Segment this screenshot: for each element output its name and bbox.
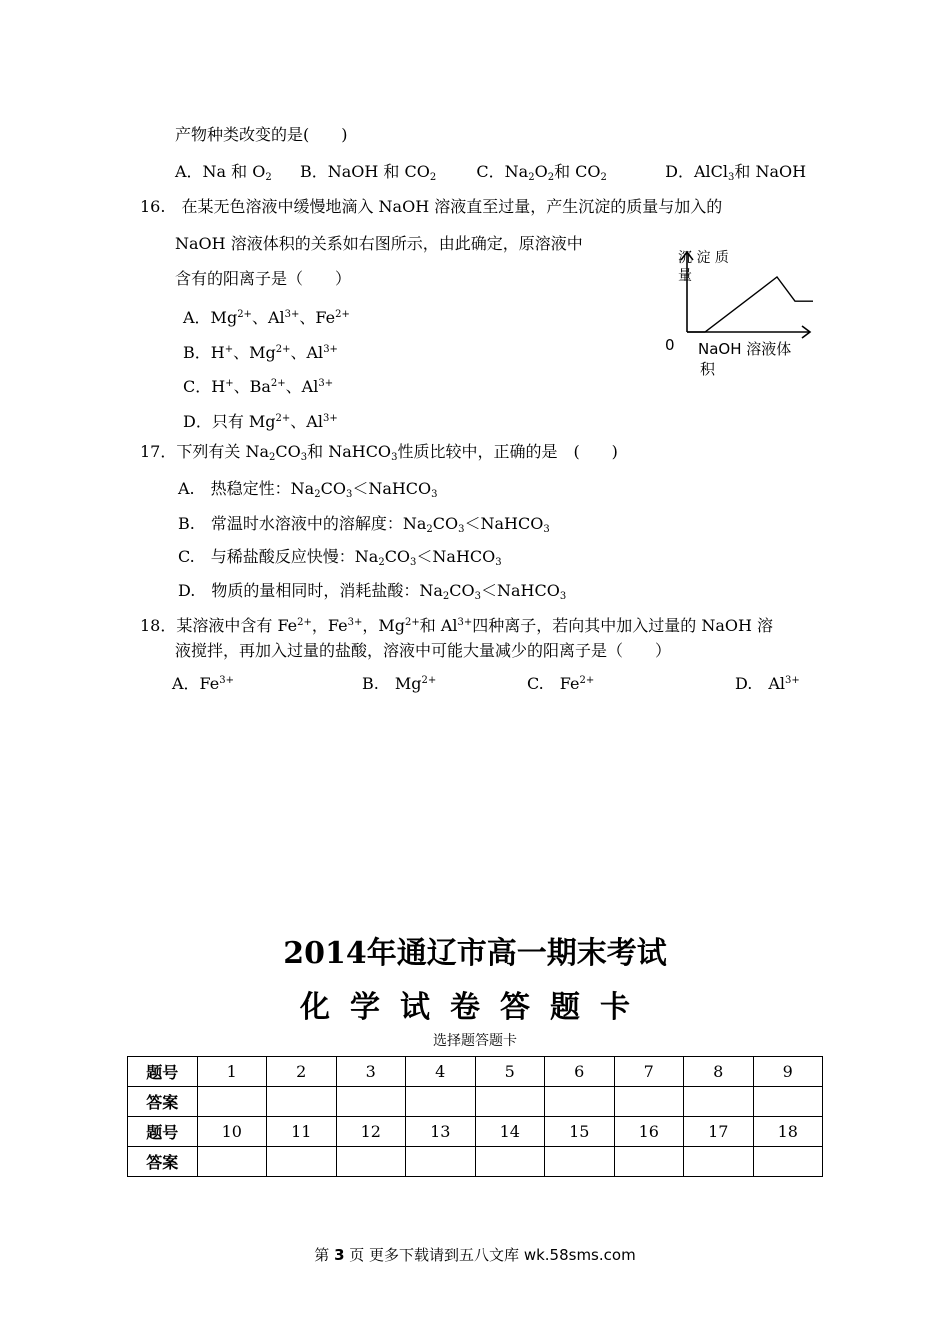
answer-cell[interactable] xyxy=(684,1147,754,1177)
q18-option-d: D. $Al^{3+}$ xyxy=(735,674,800,693)
answer-table xyxy=(127,1056,823,1177)
page-number: 3 xyxy=(334,1246,345,1264)
table-cell-number: 16 xyxy=(614,1117,684,1147)
q16-precipitate-chart xyxy=(660,240,820,380)
answer-cell[interactable] xyxy=(336,1147,406,1177)
answer-cell[interactable] xyxy=(614,1147,684,1177)
q15-option-b: B．NaOH 和 $CO_2$ xyxy=(299,162,437,183)
q18-line-1: 18．某溶液中含有 $Fe^{2+}$，$Fe^{3+}$，$Mg^{2+}$和 $Al^{3+}$四种离子，若向其中加入过量的 NaOH 溶 xyxy=(140,616,774,635)
q15-option-a: A．Na 和 $O_2$ xyxy=(175,162,272,183)
table-cell-answer-label: 答案 xyxy=(128,1147,198,1177)
q17-option-c: C. 与稀盐酸反应快慢：$Na_2CO_3<NaHCO_3$ xyxy=(178,547,502,568)
table-cell-answer-label: 答案 xyxy=(128,1087,198,1117)
table-row xyxy=(128,1057,823,1087)
table-cell-number: 8 xyxy=(684,1057,754,1087)
answer-cell[interactable] xyxy=(197,1087,267,1117)
table-cell-number: 6 xyxy=(545,1057,615,1087)
answer-cell[interactable] xyxy=(545,1087,615,1117)
table-row xyxy=(128,1117,823,1147)
answer-cell[interactable] xyxy=(197,1147,267,1177)
table-cell-number: 14 xyxy=(475,1117,545,1147)
table-cell-number: 9 xyxy=(753,1057,823,1087)
answer-cell[interactable] xyxy=(406,1147,476,1177)
table-cell-number: 2 xyxy=(267,1057,337,1087)
table-cell-number: 12 xyxy=(336,1117,406,1147)
q17-option-d: D. 物质的量相同时，消耗盐酸：$Na_2CO_3<NaHCO_3$ xyxy=(178,581,567,602)
q16-option-d: D．只有 $Mg^{2+}$、$Al^{3+}$ xyxy=(183,412,338,431)
q18-option-c: C. $Fe^{2+}$ xyxy=(527,674,595,693)
q16-option-b: B．H+、$Mg^{2+}$、$Al^{3+}$ xyxy=(183,343,338,362)
answer-cell[interactable] xyxy=(614,1087,684,1117)
q15-option-d: D．AlCl$_3$和 NaOH xyxy=(665,162,807,183)
answer-cell[interactable] xyxy=(475,1087,545,1117)
q18-option-a: A．$Fe^{3+}$ xyxy=(172,674,235,693)
answer-cell[interactable] xyxy=(545,1147,615,1177)
chart-ylabel-1: 沉 淀 质 xyxy=(678,250,729,266)
chart-series-line xyxy=(687,277,813,332)
table-cell-number: 4 xyxy=(406,1057,476,1087)
q16-option-a: A．$Mg^{2+}$、$Al^{3+}$、$Fe^{2+}$ xyxy=(183,308,350,327)
answer-cell[interactable] xyxy=(753,1087,823,1117)
chart-ylabel-2: 量 xyxy=(678,268,692,284)
answer-cell[interactable] xyxy=(267,1087,337,1117)
q16-option-c: C．H+、$Ba^{2+}$、$Al^{3+}$ xyxy=(183,377,334,396)
table-cell-number: 15 xyxy=(545,1117,615,1147)
table-cell-number: 1 xyxy=(197,1057,267,1087)
answer-card-title: 化学试卷答题卡 xyxy=(300,990,650,1025)
page-footer: 第 3 页 更多下载请到五八文库 wk.58sms.com xyxy=(314,1246,636,1264)
table-cell-number: 18 xyxy=(753,1117,823,1147)
q17-option-a: A. 热稳定性：$Na_2CO_3<NaHCO_3$ xyxy=(178,479,438,500)
table-cell-number: 10 xyxy=(197,1117,267,1147)
answer-card-subtitle: 选择题答题卡 xyxy=(433,1033,517,1049)
table-cell-number: 7 xyxy=(614,1057,684,1087)
q15-option-c: C．$Na_2O_2$和 $CO_2$ xyxy=(476,162,607,183)
chart-origin-label: 0 xyxy=(665,336,675,354)
q18-line-2: 液搅拌，再加入过量的盐酸，溶液中可能大量减少的阳离子是（ ） xyxy=(175,641,672,660)
table-cell-number: 17 xyxy=(684,1117,754,1147)
answer-cell[interactable] xyxy=(753,1147,823,1177)
q16-line-1: 16. 在某无色溶液中缓慢地滴入 NaOH 溶液直至过量，产生沉淀的质量与加入的 xyxy=(140,197,723,216)
q16-line-2: NaOH 溶液体积的关系如右图所示，由此确定，原溶液中 xyxy=(175,234,583,253)
q15-stem-end: 产物种类改变的是( ) xyxy=(175,125,348,144)
answer-cell[interactable] xyxy=(267,1147,337,1177)
table-row xyxy=(128,1147,823,1177)
q17-stem: 17．下列有关 $Na_2CO_3$和 NaHCO$_3$性质比较中，正确的是 ( ) xyxy=(140,442,618,463)
exam-title: 2014年通辽市高一期末考试 xyxy=(283,936,667,971)
q16-line-3: 含有的阳离子是（ ） xyxy=(175,269,352,288)
answer-cell[interactable] xyxy=(336,1087,406,1117)
answer-cell[interactable] xyxy=(684,1087,754,1117)
q17-option-b: B. 常温时水溶液中的溶解度：$Na_2CO_3<NaHCO_3$ xyxy=(178,514,550,535)
answer-cell[interactable] xyxy=(406,1087,476,1117)
q18-option-b: B. $Mg^{2+}$ xyxy=(362,674,437,693)
table-cell-number: 13 xyxy=(406,1117,476,1147)
table-cell-number: 5 xyxy=(475,1057,545,1087)
q15-options xyxy=(175,161,806,189)
table-row xyxy=(128,1087,823,1117)
chart-xlabel-1: NaOH 溶液体 xyxy=(698,340,792,358)
table-cell-number: 11 xyxy=(267,1117,337,1147)
chart-xlabel-2: 积 xyxy=(700,360,716,378)
table-cell-question-label: 题号 xyxy=(128,1117,198,1147)
table-cell-number: 3 xyxy=(336,1057,406,1087)
table-cell-question-label: 题号 xyxy=(128,1057,198,1087)
answer-cell[interactable] xyxy=(475,1147,545,1177)
